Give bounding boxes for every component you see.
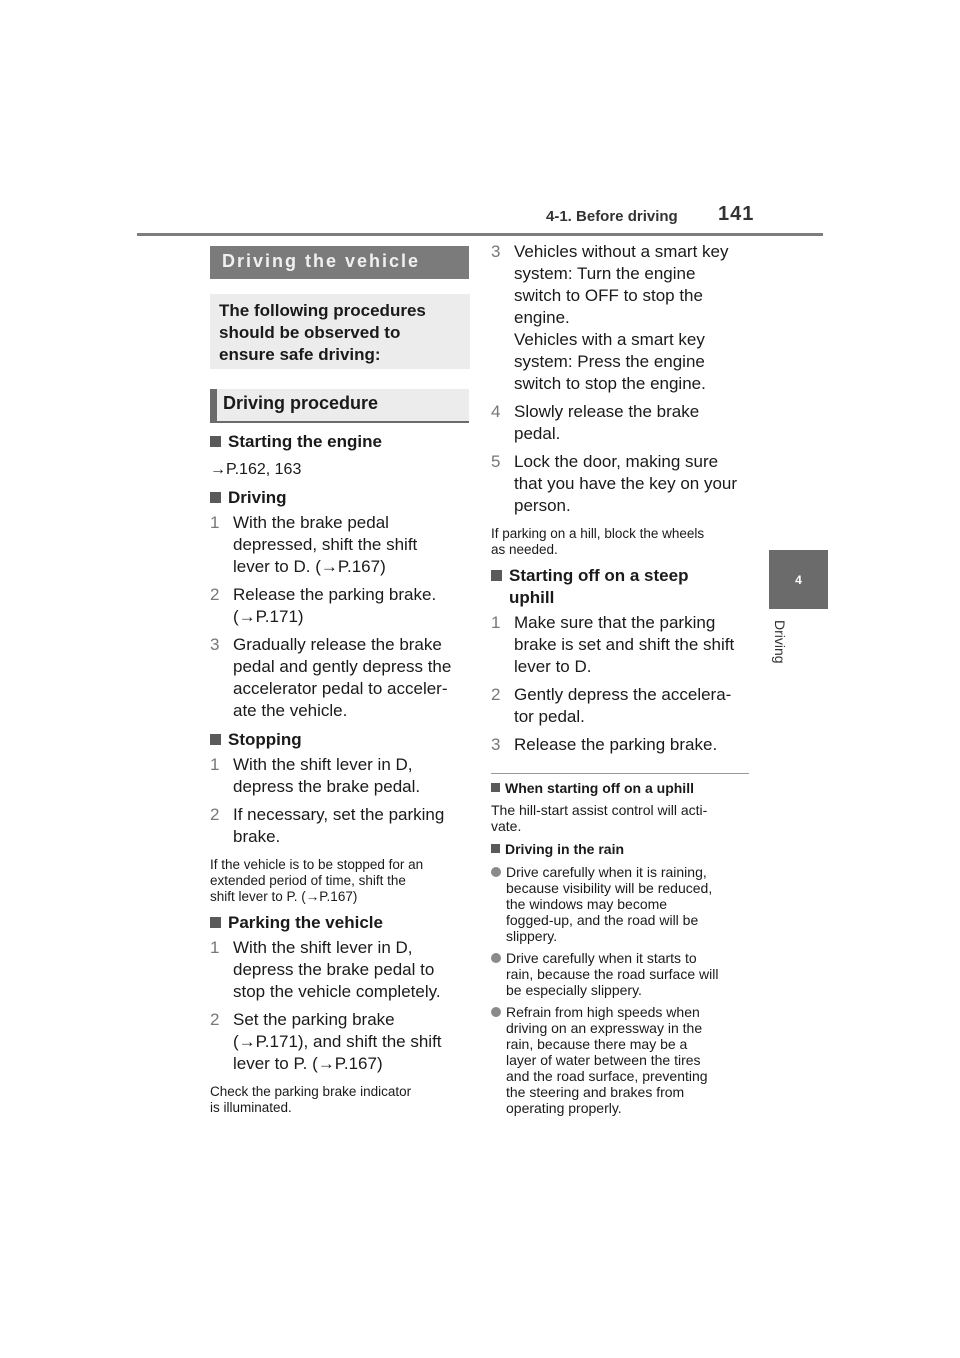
note-line: as needed. xyxy=(491,542,558,557)
square-bullet-icon xyxy=(210,436,221,447)
step-number: 3 xyxy=(210,635,220,654)
step-item xyxy=(210,754,472,798)
lead-box xyxy=(210,294,470,369)
step-number: 4 xyxy=(491,402,501,421)
page-number: 141 xyxy=(718,203,755,225)
circle-bullet-icon xyxy=(491,867,501,877)
step-number: 2 xyxy=(210,585,220,604)
step-line: lever to D. xyxy=(514,657,592,676)
chapter-tab[interactable]: 4 xyxy=(769,550,828,609)
subheading-text: Stopping xyxy=(228,730,302,749)
step-line: pedal. xyxy=(514,424,561,443)
step-line: brake. xyxy=(233,827,281,846)
step-line: that you have the key on your xyxy=(514,474,738,493)
bullet-line: the windows may become xyxy=(506,896,668,912)
step-line: Make sure that the parking xyxy=(514,613,716,632)
step-line: depress the brake pedal to xyxy=(233,960,435,979)
rain-bullet xyxy=(491,950,753,998)
step-item xyxy=(210,634,472,722)
step-line: depress the brake pedal. xyxy=(233,777,421,796)
step-item xyxy=(491,734,753,756)
bullet-line: and the road surface, preventing xyxy=(506,1068,708,1084)
step-line: person. xyxy=(514,496,571,515)
subheading-steep-uphill xyxy=(491,565,753,609)
square-bullet-icon xyxy=(210,734,221,745)
info-divider xyxy=(491,773,749,774)
step-line: lever to P. (→P.167) xyxy=(233,1054,383,1073)
step-line: If necessary, set the parking xyxy=(233,805,445,824)
step-line: With the shift lever in D, xyxy=(233,938,413,957)
step-line: pedal and gently depress the xyxy=(233,657,452,676)
step-item xyxy=(210,804,472,848)
step-item xyxy=(210,937,472,1003)
step-number: 2 xyxy=(210,805,220,824)
step-number: 1 xyxy=(210,513,220,532)
step-item xyxy=(491,612,753,678)
step-number: 2 xyxy=(491,685,501,704)
bullet-line: the steering and brakes from xyxy=(506,1084,685,1100)
step-line: depressed, shift the shift xyxy=(233,535,418,554)
step-line: Slowly release the brake xyxy=(514,402,700,421)
subheading-text: uphill xyxy=(509,588,555,607)
step-line: Gradually release the brake xyxy=(233,635,442,654)
subheading-stopping xyxy=(210,729,472,751)
step-line: brake is set and shift the shift xyxy=(514,635,735,654)
bullet-line: rain, because there may be a xyxy=(506,1036,688,1052)
circle-bullet-icon xyxy=(491,953,501,963)
step-number: 2 xyxy=(210,1010,220,1029)
step-number: 1 xyxy=(210,755,220,774)
bullet-line: Refrain from high speeds when xyxy=(506,1004,700,1020)
rain-bullet xyxy=(491,1004,753,1116)
step-line: (→P.171) xyxy=(233,607,304,626)
step-line: system: Turn the engine xyxy=(514,264,696,283)
step-line: lever to D. (→P.167) xyxy=(233,557,386,576)
step-number: 1 xyxy=(491,613,501,632)
subheading-text: Starting the engine xyxy=(228,432,382,451)
note xyxy=(491,526,753,558)
procedure-heading: Driving procedure xyxy=(210,389,469,423)
bullet-line: driving on an expressway in the xyxy=(506,1020,703,1036)
square-bullet-icon xyxy=(491,844,500,853)
bullet-line: rain, because the road surface will xyxy=(506,966,719,982)
step-line: Vehicles without a smart key xyxy=(514,242,729,261)
step-line: Gently depress the accelera- xyxy=(514,685,732,704)
info-line: vate. xyxy=(491,818,522,834)
subheading-driving xyxy=(210,487,472,509)
step-line: Release the parking brake. xyxy=(514,735,718,754)
page-reference[interactable]: →P.162, 163 xyxy=(210,461,302,478)
info-heading-rain xyxy=(491,841,753,858)
step-item xyxy=(491,241,753,395)
subheading-parking xyxy=(210,912,472,934)
step-item xyxy=(491,451,753,517)
step-number: 3 xyxy=(491,735,501,754)
step-item xyxy=(210,1009,472,1075)
note xyxy=(210,857,472,905)
note xyxy=(210,1084,472,1116)
info-heading-text: When starting off on a uphill xyxy=(505,780,694,796)
right-column xyxy=(491,241,753,1116)
step-line: Vehicles with a smart key xyxy=(514,330,705,349)
square-bullet-icon xyxy=(491,570,502,581)
step-item xyxy=(210,584,472,628)
circle-bullet-icon xyxy=(491,1007,501,1017)
subheading-text: Driving xyxy=(228,488,287,507)
step-line: With the brake pedal xyxy=(233,513,389,532)
bullet-line: operating properly. xyxy=(506,1100,622,1116)
info-line: The hill-start assist control will acti- xyxy=(491,802,708,818)
step-line: stop the vehicle completely. xyxy=(233,982,441,1001)
step-line: Set the parking brake xyxy=(233,1010,395,1029)
step-line: Release the parking brake. xyxy=(233,585,437,604)
left-column xyxy=(210,246,472,1116)
lead-line: should be observed to xyxy=(219,323,401,342)
step-number: 5 xyxy=(491,452,501,471)
note-line: Check the parking brake indicator xyxy=(210,1084,412,1099)
square-bullet-icon xyxy=(491,783,500,792)
step-line: engine. xyxy=(514,308,570,327)
step-line: switch to OFF to stop the xyxy=(514,286,703,305)
note-line: shift lever to P. (→P.167) xyxy=(210,889,358,904)
chapter-label xyxy=(764,620,794,680)
step-line: switch to stop the engine. xyxy=(514,374,706,393)
bullet-line: because visibility will be reduced, xyxy=(506,880,713,896)
bullet-line: be especially slippery. xyxy=(506,982,642,998)
lead-line: The following procedures xyxy=(219,301,426,320)
section-title: Driving the vehicle xyxy=(210,246,469,279)
subheading-text: Starting off on a steep xyxy=(509,566,689,585)
info-heading-text: Driving in the rain xyxy=(505,841,625,857)
subheading-starting-engine xyxy=(210,431,472,453)
bullet-line: slippery. xyxy=(506,928,558,944)
step-line: Lock the door, making sure xyxy=(514,452,719,471)
step-line: (→P.171), and shift the shift xyxy=(233,1032,442,1051)
step-line: With the shift lever in D, xyxy=(233,755,413,774)
square-bullet-icon xyxy=(210,492,221,503)
note-line: If parking on a hill, block the wheels xyxy=(491,526,705,541)
header-rule xyxy=(137,233,823,236)
step-number: 3 xyxy=(491,242,501,261)
step-item xyxy=(491,684,753,728)
step-number: 1 xyxy=(210,938,220,957)
step-line: tor pedal. xyxy=(514,707,585,726)
step-item xyxy=(491,401,753,445)
lead-line: ensure safe driving: xyxy=(219,345,381,364)
step-line: ate the vehicle. xyxy=(233,701,348,720)
bullet-line: layer of water between the tires xyxy=(506,1052,701,1068)
note-line: extended period of time, shift the xyxy=(210,873,406,888)
step-line: accelerator pedal to acceler- xyxy=(233,679,448,698)
info-text xyxy=(491,802,753,834)
step-item xyxy=(210,512,472,578)
header-section-title: 4-1. Before driving xyxy=(546,208,678,225)
bullet-line: fogged-up, and the road will be xyxy=(506,912,699,928)
rain-bullet xyxy=(491,864,753,944)
note-line: If the vehicle is to be stopped for an xyxy=(210,857,424,872)
step-line: system: Press the engine xyxy=(514,352,705,371)
bullet-line: Drive carefully when it starts to xyxy=(506,950,697,966)
chapter-label-text: Driving xyxy=(772,620,788,664)
info-heading-uphill xyxy=(491,780,753,797)
bullet-line: Drive carefully when it is raining, xyxy=(506,864,707,880)
subheading-text: Parking the vehicle xyxy=(228,913,383,932)
note-line: is illuminated. xyxy=(210,1100,292,1115)
square-bullet-icon xyxy=(210,917,221,928)
